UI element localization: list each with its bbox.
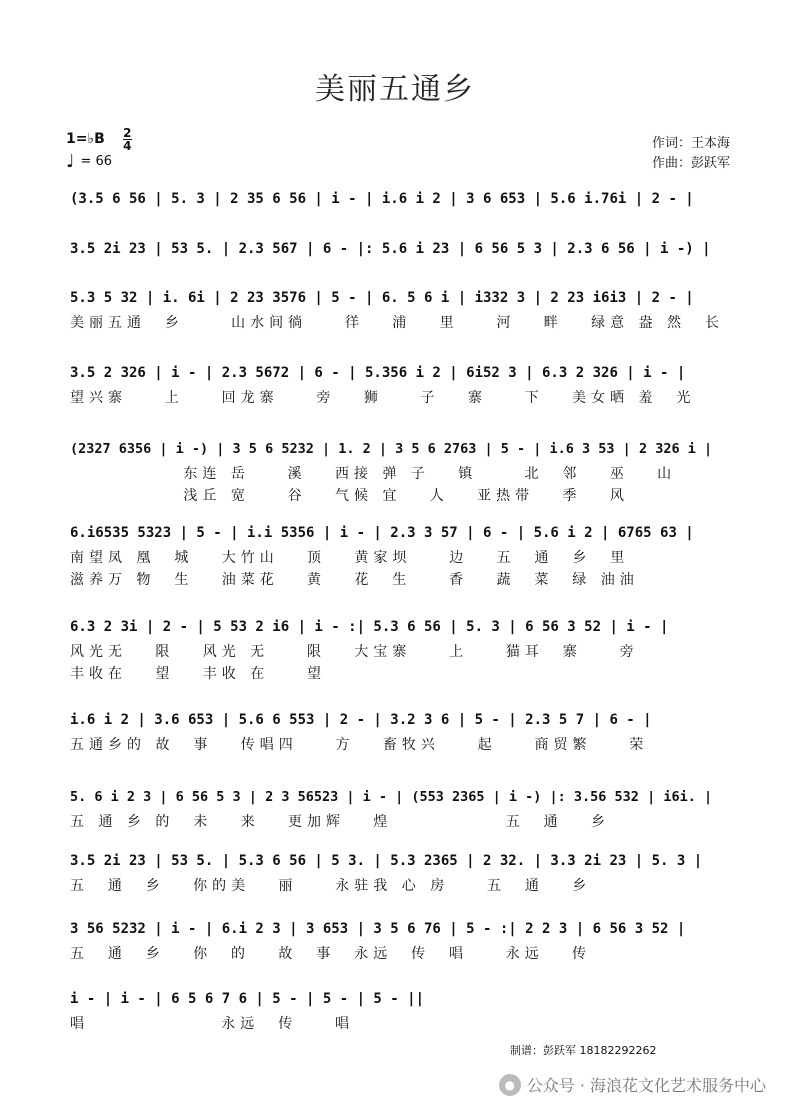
lyric-line: 滋养万 物 生 油菜花 黄 花 生 香 蔬 菜 绿 油油 — [70, 572, 639, 588]
lyric-line: 五 通 乡 的 未 来 更加辉 煌 五 通 乡 — [70, 814, 610, 830]
notation-line: (2327 6356 | i -) | 3 5 6 5232 | 1. 2 | 3 5 6 2763 | 5 - | i.6 3 53 | 2 326 i | — [70, 441, 713, 457]
score-row — [70, 848, 730, 896]
score-row — [70, 916, 730, 964]
score-row — [70, 614, 730, 684]
watermark-text: 公众号 · 海浪花文化艺术服务中心 — [526, 1076, 766, 1095]
lyric-line: 东连 岳 溪 西接 弹 子 镇 北 邻 巫 山 — [70, 466, 677, 482]
score-row — [70, 236, 730, 262]
notation-line: 6.i6535 5323 | 5 - | i.i 5356 | i - | 2.3 3 57 | 6 - | 5.6 i 2 | 6765 63 | — [70, 525, 694, 541]
lyric-line: 五通乡的 故 事 传唱四 方 畜牧兴 起 商贸繁 荣 — [70, 737, 649, 753]
notation-line: 5.3 5 32 | i. 6i | 2 23 3576 | 5 - | 6. 5 6 i | i332 3 | 2 23 i6i3 | 2 - | — [70, 290, 694, 306]
score-row — [70, 285, 730, 333]
lyric-line: 南望凤 凰 城 大竹山 顶 黄家坝 边 五 通 乡 里 — [70, 550, 630, 566]
notation-line: i.6 i 2 | 3.6 653 | 5.6 6 553 | 2 - | 3.2 3 6 | 5 - | 2.3 5 7 | 6 - | — [70, 712, 652, 728]
score-row — [70, 186, 730, 212]
lyric-line: 五 通 乡 你的美 丽 永驻我 心 房 五 通 乡 — [70, 878, 592, 894]
notation-line: 3.5 2 326 | i - | 2.3 5672 | 6 - | 5.356 i 2 | 6i52 3 | 6.3 2 326 | i - | — [70, 365, 686, 381]
key-and-tempo — [66, 125, 132, 172]
key-signature: 1=♭B — [66, 131, 105, 147]
lyric-line: 望兴寨 上 回龙寨 旁 狮 子 寨 下 美女晒 羞 光 — [70, 390, 696, 406]
lyric-line: 浅丘 宽 谷 气候 宜 人 亚热带 季 风 — [70, 488, 629, 504]
lyricist: 作词：王本海 — [651, 136, 730, 151]
tempo: = 66 — [80, 153, 113, 169]
lyric-line: 唱 永远 传 唱 — [70, 1016, 355, 1032]
credits-block — [652, 134, 730, 174]
notation-line: 3 56 5232 | i - | 6.i 2 3 | 3 653 | 3 5 6 76 | 5 - :| 2 2 3 | 6 56 3 52 | — [70, 921, 686, 937]
watermark — [499, 1073, 766, 1096]
notation-line: 3.5 2i 23 | 53 5. | 5.3 6 56 | 5 3. | 5.3 2365 | 2 32. | 3.3 2i 23 | 5. 3 | — [70, 853, 703, 869]
lyric-line: 丰收在 望 丰收 在 望 — [70, 666, 326, 682]
notation-line: 6.3 2 3i | 2 - | 5 53 2 i6 | i - :| 5.3 6 56 | 5. 3 | 6 56 3 52 | i - | — [70, 619, 669, 635]
song-title: 美丽五通乡 — [315, 72, 475, 107]
score-row — [70, 436, 730, 506]
composer: 作曲：彭跃军 — [651, 156, 730, 171]
lyric-line: 美丽五通 乡 山水间徜 徉 浦 里 河 畔 绿意 盎 然 长 — [70, 315, 724, 331]
score-credit: 制谱：彭跃军 18182292262 — [510, 1044, 657, 1057]
notation-line: 5. 6 i 2 3 | 6 56 5 3 | 2 3 56523 | i - | (553 2365 | i -) |: 3.56 532 | i6i. | — [70, 789, 713, 805]
lyric-line: 五 通 乡 你 的 故 事 永远 传 唱 永远 传 — [70, 946, 592, 962]
score-row — [70, 986, 730, 1034]
score-row — [70, 360, 730, 408]
score-row — [70, 707, 730, 755]
lyric-line: 风光无 限 风光 无 限 大宝寨 上 猫耳 寨 旁 — [70, 644, 639, 660]
notation-line: (3.5 6 56 | 5. 3 | 2 35 6 56 | i - | i.6 i 2 | 3 6 653 | 5.6 i.76i | 2 - | — [70, 191, 694, 207]
score-row — [70, 520, 730, 590]
wechat-icon: ● — [499, 1074, 521, 1096]
notation-line: 3.5 2i 23 | 53 5. | 2.3 567 | 6 - |: 5.6 i 23 | 6 56 5 3 | 2.3 6 56 | i -) | — [70, 241, 711, 257]
quarter-note-icon: ♩ — [66, 150, 75, 172]
score-row — [70, 784, 730, 832]
notation-line: i - | i - | 6 5 6 7 6 | 5 - | 5 - | 5 - || — [70, 991, 425, 1007]
time-signature: 2 4 — [123, 125, 132, 153]
